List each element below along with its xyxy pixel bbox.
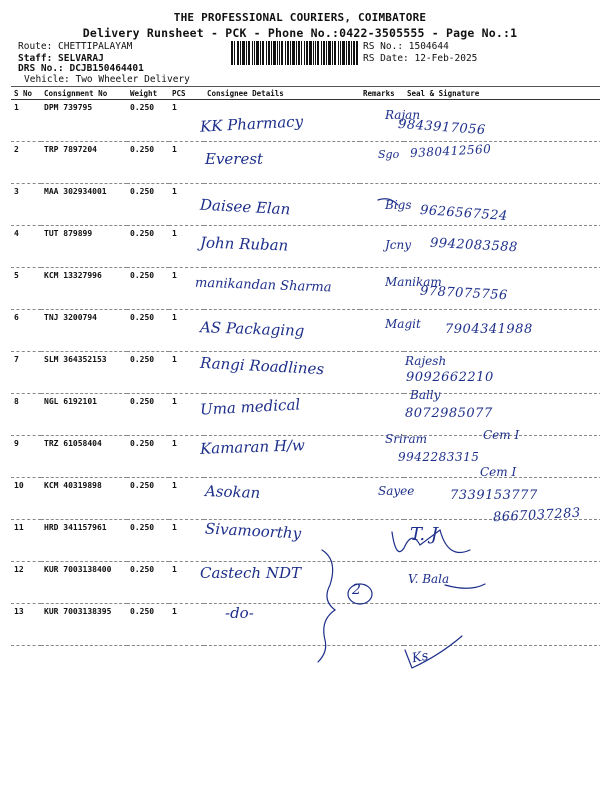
cell-sno: 10 xyxy=(11,478,41,520)
cell-consignment: TNJ 3200794 xyxy=(41,310,127,352)
signature-flourish xyxy=(392,530,470,553)
handwritten-phone: 9843917056 xyxy=(397,116,487,139)
handwritten-signature: Sayee xyxy=(378,484,415,498)
handwritten-consignee: Uma medical xyxy=(199,395,301,419)
handwritten-signature: Bigs xyxy=(385,198,412,212)
signature-flourish xyxy=(405,636,462,668)
col-header-weight: Weight xyxy=(127,87,169,100)
handwritten-signature: Rajan xyxy=(385,108,421,122)
cell-pcs: 1 xyxy=(169,562,204,604)
handwritten-consignee: AS Packaging xyxy=(199,318,305,340)
cell-consignment: NGL 6192101 xyxy=(41,394,127,436)
cell-consignment: KUR 7003138400 xyxy=(41,562,127,604)
cell-consignment: SLM 364352153 xyxy=(41,352,127,394)
handwritten-phone: 9092662210 xyxy=(406,370,494,385)
cell-consignment: KCM 40319898 xyxy=(41,478,127,520)
cell-pcs: 1 xyxy=(169,478,204,520)
signature-flourish xyxy=(378,199,398,205)
cell-weight: 0.250 xyxy=(127,100,169,142)
runsheet-subtitle: Delivery Runsheet - PCK - Phone No.:0422-3505555 - Page No.:1 xyxy=(82,26,518,40)
signature-flourish xyxy=(445,584,485,588)
col-header-remarks: Remarks xyxy=(360,87,404,100)
handwritten-phone: 7339153777 xyxy=(450,488,538,503)
handwritten-consignee: Daisee Elan xyxy=(199,195,291,219)
col-header-pcs: PCS xyxy=(169,87,204,100)
cell-weight: 0.250 xyxy=(127,478,169,520)
rs-date: RS Date: 12-Feb-2025 xyxy=(363,53,478,64)
cell-pcs: 1 xyxy=(169,604,204,646)
cell-consignment: TRP 7897204 xyxy=(41,142,127,184)
handwritten-signature: Sgo xyxy=(378,148,400,161)
handwritten-phone: 7904341988 xyxy=(445,322,533,337)
cell-weight: 0.250 xyxy=(127,352,169,394)
cell-weight: 0.250 xyxy=(127,604,169,646)
col-header-consignee: Consignee Details xyxy=(204,87,360,100)
handwritten-remark: Cem I xyxy=(480,465,517,479)
cell-consignment: KUR 7003138395 xyxy=(41,604,127,646)
cell-sno: 11 xyxy=(11,520,41,562)
bracket-stroke xyxy=(318,550,335,662)
handwritten-phone: 9380412560 xyxy=(409,141,492,161)
cell-sno: 7 xyxy=(11,352,41,394)
cell-pcs: 1 xyxy=(169,226,204,268)
handwritten-signature: Sriram xyxy=(385,432,428,446)
handwritten-signature: Bally xyxy=(410,388,441,402)
cell-sno: 12 xyxy=(11,562,41,604)
handwritten-consignee: Asokan xyxy=(204,482,261,502)
handwritten-phone: 9626567524 xyxy=(419,202,509,225)
drs-number: DRS No.: DCJB150464401 xyxy=(18,63,144,74)
cell-weight: 0.250 xyxy=(127,394,169,436)
cell-consignment: TRZ 61058404 xyxy=(41,436,127,478)
handwritten-phone: 9942083588 xyxy=(429,235,519,256)
cell-sno: 4 xyxy=(11,226,41,268)
cell-weight: 0.250 xyxy=(127,142,169,184)
cell-pcs: 1 xyxy=(169,352,204,394)
cell-pcs: 1 xyxy=(169,436,204,478)
handwritten-consignee: Rangi Roadlines xyxy=(199,353,325,379)
handwritten-consignee: Everest xyxy=(205,150,264,168)
handwritten-phone: 9787075756 xyxy=(419,283,509,304)
vehicle-label: Vehicle: Two Wheeler Delivery xyxy=(24,74,190,85)
cell-sno: 5 xyxy=(11,268,41,310)
cell-sno: 2 xyxy=(11,142,41,184)
handwritten-consignee: John Ruban xyxy=(199,233,289,255)
handwritten-consignee: KK Pharmacy xyxy=(199,112,304,136)
cell-pcs: 1 xyxy=(169,184,204,226)
handwritten-consignee: Castech NDT xyxy=(200,564,302,582)
cell-weight: 0.250 xyxy=(127,226,169,268)
cell-pcs: 1 xyxy=(169,520,204,562)
handwritten-signature: Rajesh xyxy=(405,354,447,368)
handwritten-signature: Manikam xyxy=(385,275,442,289)
handwritten-consignee: Kamaran H/w xyxy=(199,436,306,458)
cell-weight: 0.250 xyxy=(127,436,169,478)
cell-sno: 13 xyxy=(11,604,41,646)
col-header-consignment: Consignment No xyxy=(41,87,127,100)
handwritten-phone: 9942283315 xyxy=(398,450,480,464)
cell-consignment: HRD 341157961 xyxy=(41,520,127,562)
handwritten-signature: T. J xyxy=(410,524,439,545)
handwritten-bracket-note: 2 xyxy=(352,582,361,598)
handwritten-remark: Cem I xyxy=(483,428,520,442)
handwritten-phone: 8072985077 xyxy=(405,406,493,421)
handwritten-signature: Jcny xyxy=(385,238,412,252)
rs-number: RS No.: 1504644 xyxy=(363,41,449,52)
cell-pcs: 1 xyxy=(169,100,204,142)
cell-weight: 0.250 xyxy=(127,310,169,352)
company-title: THE PROFESSIONAL COURIERS, COIMBATORE xyxy=(173,11,427,24)
cell-pcs: 1 xyxy=(169,310,204,352)
cell-consignment: KCM 13327996 xyxy=(41,268,127,310)
cell-weight: 0.250 xyxy=(127,268,169,310)
cell-sno: 8 xyxy=(11,394,41,436)
cell-consignment: DPM 739795 xyxy=(41,100,127,142)
handwritten-consignee: -do- xyxy=(225,604,254,622)
handwritten-signature: Magit xyxy=(385,317,421,331)
cell-sno: 6 xyxy=(11,310,41,352)
cell-pcs: 1 xyxy=(169,142,204,184)
handwritten-footer-signature: Ks xyxy=(410,648,430,667)
cell-sno: 9 xyxy=(11,436,41,478)
handwritten-consignee: manikandan Sharma xyxy=(194,275,332,296)
circle-stroke xyxy=(348,584,372,604)
handwritten-phone: 8667037283 xyxy=(492,505,582,526)
cell-pcs: 1 xyxy=(169,268,204,310)
cell-consignment: MAA 302934001 xyxy=(41,184,127,226)
handwritten-signature: V. Bala xyxy=(408,572,450,586)
cell-sno: 3 xyxy=(11,184,41,226)
cell-pcs: 1 xyxy=(169,394,204,436)
staff-label: Staff: SELVARAJ xyxy=(18,53,104,64)
cell-consignment: TUT 879899 xyxy=(41,226,127,268)
cell-weight: 0.250 xyxy=(127,520,169,562)
col-header-sno: S No xyxy=(11,87,41,100)
cell-sno: 1 xyxy=(11,100,41,142)
cell-weight: 0.250 xyxy=(127,562,169,604)
handwritten-consignee: Sivamoorthy xyxy=(204,519,302,543)
col-header-signature: Seal & Signature xyxy=(404,87,600,100)
route-label: Route: CHETTIPALAYAM xyxy=(18,41,133,52)
cell-weight: 0.250 xyxy=(127,184,169,226)
